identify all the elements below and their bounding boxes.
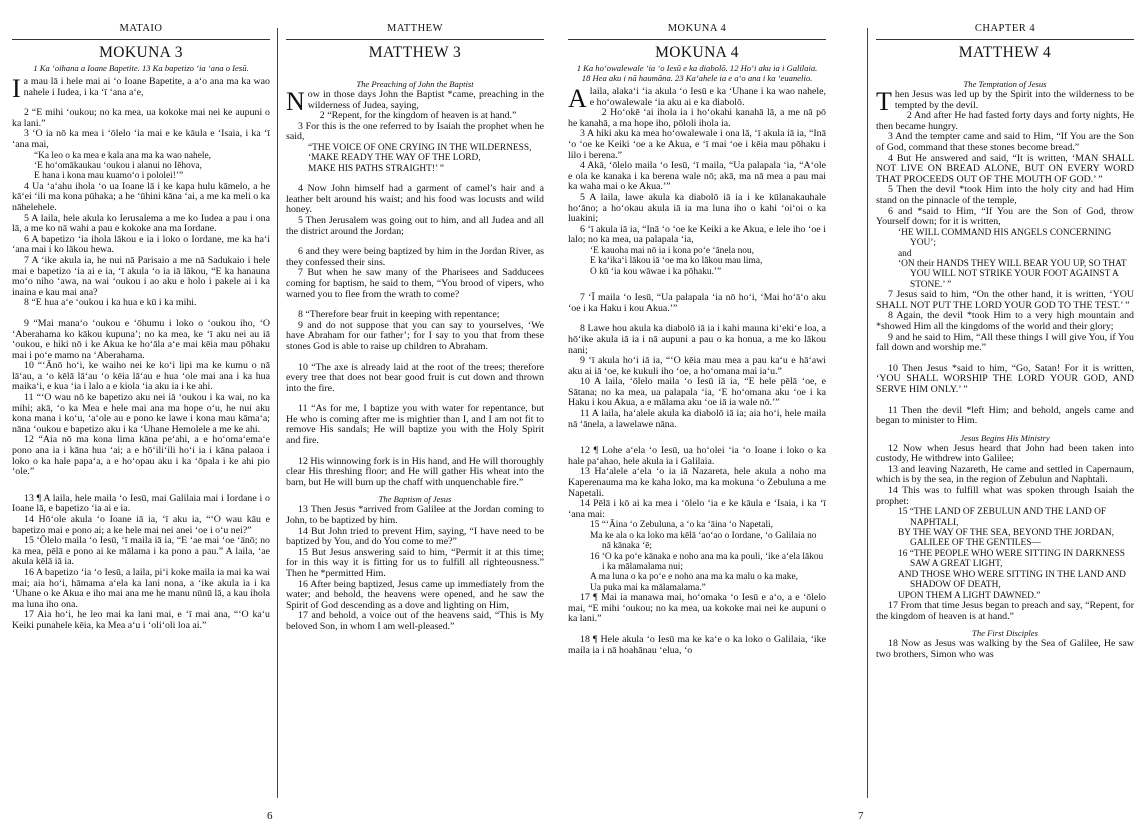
verse-5: 5 A laila, lawe akula ka diabolō iā ia i ke kūlanakauhale hoʻāno; a hoʻokau akula iā ia ma luna iho o kahi ʻoiʻoi o ka luakini; — [568, 191, 826, 225]
verse-10: 10 A laila, ʻōlelo maila ʻo Iesū iā ia, “E hele pēlā ʻoe, e Sātana; no ka mea, ua palapala ʻia, ‘E hoʻomana aku ʻoe i ka Haku i kou Akua, a e mālama aku ʻoe iā ia wale nō.’” — [568, 376, 826, 409]
poetry-line: 15 “THE LAND OF ZEBULUN AND THE LAND OF NAPHTALI, — [898, 507, 1107, 528]
verse-1-text: hen Jesus was led up by the Spirit into the wilderness to be tempted by the devil. — [894, 89, 1134, 111]
poetry-line: BY THE WAY OF THE SEA, BEYOND THE JORDAN, GALILEE OF THE GENTILES— — [898, 528, 1114, 549]
verse-8: 8 “Therefore bear fruit in keeping with repentance; — [298, 309, 500, 321]
poetry-line: AND THOSE WHO WERE SITTING IN THE LAND AND SHADOW OF DEATH, — [898, 569, 1126, 591]
verse-14: 14 Hōʻole akula ʻo Ioane iā ia, ʻī aku ia, “ʻO wau kāu e bapetizo mai e pono ai; a ke hele mai nei anei ʻoe i oʻu nei?” — [12, 514, 270, 536]
verse-1-text: a mau lā i hele mai ai ʻo Ioane Bapetite, a aʻo ana ma ka wao nahele i Iudea, i ka ʻī ʻana aʻe, — [23, 76, 270, 98]
verse-6: 6 ʻī akula iā ia, “Inā ʻo ʻoe ke Keiki a ke Akua, e lele iho ʻoe i lalo; no ka mea, ua palapala ʻia, — [568, 223, 826, 246]
section-heading: The Baptism of Jesus — [378, 494, 452, 505]
verse-9: 9 “Mai manaʻo ʻoukou e ʻōhumu i loko o ʻoukou iho, ʻO ʻAberahama ko kākou kupuna’; no ka mea, ke ʻī aku nei au iā ʻoukou, e hiki nō i ke Akua ke hoʻāla aʻe mai kēia mau pōhaku mai i poʻe mamo na ʻAberahama. — [12, 317, 270, 361]
verse-11: 11 A laila, haʻalele akula ka diabolō iā ia; aia hoʻi, hele maila nā ʻānela, a lawelawe nāna. — [568, 408, 826, 430]
poetry-line: 15 “ʻĀina ʻo Zebuluna, a ʻo ka ʻāina ʻo Napetali, — [590, 520, 773, 531]
verse-10: 10 “The axe is already laid at the root of the trees; therefore every tree that does not bear good fruit is cut down and thrown into the fire. — [286, 361, 544, 394]
hawaiian-column-chapter-4 — [568, 0, 826, 790]
verse-15: 15 ʻŌlelo maila ʻo Iesū, ʻī maila iā ia, “E ʻae mai ʻoe ʻānō; no ka mea, pēlā e pono ai ke mālama i ka pono a pau.” A laila, ʻae akula kēlā iā ia. — [12, 535, 270, 568]
verse-9: 9 and he said to Him, “All these things I will give You, if You fall down and worship me.” — [876, 331, 1134, 354]
verse-11: 11 Then the devil *left Him; and behold, angels came and began to minister to Him. — [876, 404, 1134, 427]
poetry-line: MAKE HIS PATHS STRAIGHT!’ ” — [308, 163, 444, 174]
verse-7: 7 A ʻike akula ia, he nui nā Parisaio a me nā Sadukaio i hele mai e bapetizo ʻia ai e ia, ʻī akula ʻo ia iā lākou, “E ka hanauna moʻo niho ʻawa, na wai ʻoukou i ao aku e holo i pakele ai i ka inaina e kau mai ana? — [12, 254, 270, 298]
drop-cap: N — [286, 87, 305, 116]
chapter-heading: MATTHEW 4 — [958, 44, 1052, 61]
column-divider — [867, 28, 868, 798]
section-heading: The Temptation of Jesus — [963, 79, 1047, 89]
verse-3: 3 ʻO ia nō ka mea i ʻōlelo ʻia mai e ke kāula e ʻIsaia, i ka ʻī ʻana mai, — [12, 128, 270, 150]
verse-13: 13 ¶ A laila, hele maila ʻo Iesū, mai Galilaia mai i Iordane i o Ioane lā, e bapetizo ʻia ai e ia. — [12, 492, 270, 515]
verse-7: 7 ʻĪ maila ʻo Iesū, “Ua palapala ʻia nō hoʻi, ‘Mai hoʻāʻo aku ʻoe i ka Haku i kou Akua.’” — [568, 292, 826, 314]
poetry-line: E kaʻikaʻi lākou iā ʻoe ma ko lākou mau lima, — [590, 256, 763, 267]
poetry-line: ʻE hoʻomākaukau ʻoukou i alanui no Iēhova, — [34, 160, 202, 171]
verse-8: 8 Lawe hou akula ka diabolō iā ia i kahi mauna kiʻekiʻe loa, a hōʻike akula iā ia i nā aupuni a pau o ka honua, a me ko lākou nani; — [568, 323, 826, 356]
verse-1 — [12, 74, 270, 103]
verse-9: 9 and do not suppose that you can say to yourselves, ‘We have Abraham for our father’; for I say to you that from these stones God is able to raise up children to Abraham. — [286, 319, 544, 352]
verse-8: 8 “E hua aʻe ʻoukou i ka hua e kū i ka mihi. — [24, 297, 197, 309]
verse-1-text: laila, alakaʻi ʻia akula ʻo Iesū e ka ʻUhane i ka wao nahele, e hoʻowalewale ʻia aku ai e ka diabolō. — [589, 86, 826, 108]
verse-4: 4 But He answered and said, “It is written, ‘MAN SHALL NOT LIVE ON BREAD ALONE, BUT ON EVERY WORD THAT PROCEEDS OUT OF THE MOUTH OF GOD.’ ” — [876, 152, 1134, 185]
poetry-line: E hana i kona mau kuamoʻo i pololei!’” — [34, 171, 184, 182]
poetry-line: ‘HE WILL COMMAND HIS ANGELS CONCERNING YOU’; — [898, 227, 1112, 249]
poetry-line: UPON THEM A LIGHT DAWNED.” — [898, 590, 1041, 601]
verse-6: 6 and *said to Him, “If You are the Son of God, throw Yourself down; for it is written, — [876, 205, 1134, 228]
verse-1 — [876, 87, 1134, 116]
verse-17: 17 and behold, a voice out of the heavens said, “This is My beloved Son, in whom I am well-pleased.” — [286, 610, 544, 632]
running-head: CHAPTER 4 — [876, 0, 1134, 40]
verse-6: 6 A bapetizo ʻia ihola lākou e ia i loko o Iordane, me ka haʻi ʻana mai i ko lākou hewa. — [12, 233, 270, 256]
verse-12: 12 His winnowing fork is in His hand, and He will thoroughly clear His threshing floor; and He will gather His wheat into the barn, but He will burn up the chaff with unquenchable fire.” — [286, 455, 544, 488]
verse-9: 9 ʻī akula hoʻi iā ia, “ʻO kēia mau mea a pau kaʻu e hāʻawi aku ai iā ʻoe, ke kukuli iho ʻoe, a hoʻomana mai iaʻu.” — [568, 355, 826, 377]
drop-cap: I — [12, 74, 21, 103]
verse-16: 16 A bapetizo ʻia ʻo Iesū, a laila, piʻi koke maila ia mai ka wai mai; aia hoʻi, hāmama aʻela ka lani nona, a ʻike akula ia i ka ʻUhane o ke Akua e iho mai ana me he manu nūnū lā, a kau ihola ma luna iho ona. — [12, 566, 270, 610]
verse-5: 5 A laila, hele akula ko Ierusalema a me ko Iudea a pau i ona lā, a me ko nā wahi a pau e kokoke ana ma Iordane. — [12, 212, 270, 235]
running-head: MATAIO — [12, 0, 270, 40]
poetry-line: O kū ʻia kou wāwae i ka pōhaku.’” — [590, 266, 722, 277]
poetry-line: “THE VOICE OF ONE CRYING IN THE WILDERNESS, — [308, 142, 532, 153]
verse-13: 13 Haʻalele aʻela ʻo ia iā Nazareta, hele akula a noho ma Kaperenauma ma ke kaha loko, ma ka mokuna ʻo Zebuluna a me Napetali. — [568, 466, 826, 499]
verse-14: 14 This was to fulfill what was spoken through Isaiah the prophet: — [876, 485, 1134, 507]
english-column-chapter-3 — [286, 0, 544, 790]
verse-13: 13 Then Jesus *arrived from Galilee at the Jordan coming to John, to be baptized by him. — [286, 504, 544, 527]
verse-12: 12 “Aia nō ma kona lima kāna peʻahi, a e hoʻomaʻemaʻe pono ana ia i kāna hua ʻai; a e hōʻiliʻili hoʻi ia i kāna palaoa i loko o ka hale papaʻa, a e hoʻopau aku i ka ʻōpala i ke ahi pio ʻole.” — [12, 434, 270, 478]
verse-7: 7 But when he saw many of the Pharisees and Sadducees coming for baptism, he said to them, “You brood of vipers, who warned you to flee from the wrath to come? — [286, 267, 544, 300]
verse-11: 11 “As for me, I baptize you with water for repentance, but He who is coming after me is mightier than I, and I am not fit to remove His sandals; He will baptize you with the Holy Spirit and fire. — [286, 403, 544, 447]
verse-4: 4 Ua ʻaʻahu ihola ʻo ua Ioane lā i ke kapa hulu kāmelo, a he kāʻei ʻili ma kona pūhaka; a he ʻūhini kāna ʻai, a me ka meli o ka nāhelehele. — [12, 180, 270, 213]
poetry-line: “Ka leo o ka mea e kala ana ma ka wao nahele, — [34, 150, 211, 161]
page-number: 6 — [267, 810, 273, 822]
verse-12: 12 Now when Jesus heard that John had been taken into custody, He withdrew into Galilee; — [876, 442, 1134, 465]
right-page — [568, 0, 1136, 830]
verse-2: 2 Hoʻokē ʻai ihola ia i hoʻokahi kanahā lā, a me nā pō he kanahā, a ma hope iho, pōloli ihola ia. — [568, 107, 826, 129]
drop-cap: T — [876, 87, 892, 116]
verse-13: 13 and leaving Nazareth, He came and settled in Capernaum, which is by the sea, in the region of Zebulun and Naphtali. — [876, 463, 1134, 486]
chapter-heading: MATTHEW 3 — [368, 44, 462, 61]
drop-cap: A — [568, 84, 587, 113]
verse-10: 10 Then Jesus *said to him, “Go, Satan! For it is written, ‘YOU SHALL WORSHIP THE LORD YOUR GOD, AND SERVE HIM ONLY.’ ” — [876, 362, 1134, 395]
english-column-chapter-4 — [876, 0, 1134, 790]
hawaiian-column-chapter-3 — [12, 0, 270, 790]
verse-3: 3 For this is the one referred to by Isaiah the prophet when he said, — [286, 120, 544, 143]
verse-18: 18 Now as Jesus was walking by the Sea of Galilee, He saw two brothers, Simon who was — [876, 638, 1134, 660]
poetry-line: 16 ʻO ka poʻe kānaka e noho ana ma ka pouli, ʻike aʻela lākou i ka mālamalama nui; — [590, 551, 824, 573]
verse-17: 17 Aia hoʻi, he leo mai ka lani mai, e ʻī mai ana, “ʻO kaʻu Keiki punahele kēia, ka Mea aʻu i ʻoliʻoli loa ai.” — [12, 609, 270, 631]
verse-1 — [568, 84, 826, 113]
poetry-line: A ma luna o ka poʻe e noho ana ma ka malu o ka make, — [590, 572, 799, 583]
verse-16: 16 After being baptized, Jesus came up immediately from the water; and behold, the heavens were opened, and he saw the Spirit of God descending as a dove and lighting on Him, — [286, 578, 544, 611]
verse-7: 7 Jesus said to him, “On the other hand, it is written, ‘YOU SHALL NOT PUT THE LORD YOUR GOD TO THE TEST.’ ” — [876, 289, 1134, 311]
verse-3: 3 And the tempter came and said to Him, “If You are the Son of God, command that these stones become bread.” — [876, 131, 1134, 153]
poetry-line: Ma ke ala o ka loko ma kēlā ʻaoʻao o Iordane, ʻo Galilaia no nā kānaka ʻē; — [590, 530, 817, 552]
chapter-summary: 1 Ka ʻoihana a Ioane Bapetite. 13 Ka bapetizo ʻia ʻana o Iesū. — [33, 63, 249, 73]
verse-5: 5 Then Jerusalem was going out to him, and all Judea and all the district around the Jordan; — [286, 214, 544, 237]
verse-18: 18 ¶ Hele akula ʻo Iesū ma ke kaʻe o ka loko o Galilaia, ʻike maila ia i nā hoahānau ʻelua, ʻo — [568, 634, 826, 656]
chapter-heading: MOKUNA 3 — [99, 44, 183, 61]
verse-14: 14 But John tried to prevent Him, saying, “I have need to be baptized by You, and do You come to me?” — [286, 525, 544, 548]
poetry-line: Ua puka mai ka mālamalama.” — [590, 582, 706, 593]
poetry-line: and — [898, 248, 912, 259]
poetry-line: ‘E kauoha mai nō ia i kona poʻe ʻānela nou, — [590, 245, 755, 256]
section-heading: The Preaching of John the Baptist — [356, 79, 474, 89]
verse-14: 14 Pēlā i kō ai ka mea i ʻōlelo ʻia e ke kāula e ʻIsaia, i ka ʻī ʻana mai: — [568, 498, 826, 520]
verse-2: 2 And after He had fasted forty days and forty nights, He then became hungry. — [876, 110, 1134, 132]
verse-4: 4 Now John himself had a garment of camel’s hair and a leather belt around his waist; and his food was locusts and wild honey. — [286, 183, 544, 216]
verse-10: 10 “ʻĀnō hoʻi, ke waiho nei ke koʻi lipi ma ke kumu o nā lāʻau, a ʻo kēlā lāʻau ʻo kēia lāʻau e hua ʻole mai ana i ka hua maikaʻi, e kua ʻia i lalo a e kiola ʻia aku ia i ke ahi. — [12, 360, 270, 393]
verse-12: 12 ¶ Lohe aʻela ʻo Iesū, ua hoʻolei ʻia ʻo Ioane i loko o ka hale paʻahao, hele akula ia i Galilaia. — [568, 445, 826, 467]
verse-6: 6 and they were being baptized by him in the Jordan River, as they confessed their sins. — [286, 246, 544, 268]
column-divider — [277, 28, 278, 798]
chapter-heading: MOKUNA 4 — [655, 44, 739, 61]
chapter-summary: 1 Ka hoʻowalewale ʻia ʻo Iesū e ka diabolō. 12 Hoʻi aku ia i Galilaia. 18 Hea aku i nā haumāna. 23 Kaʻahele ia e aʻo ana i ka ʻeuanelio. — [576, 63, 818, 83]
verse-4: 4 Akā, ʻōlelo maila ʻo Iesū, ʻī maila, “Ua palapala ʻia, “Aʻole e ola ke kanaka i ka berena wale nō; akā, ma nā mea a pau mai ka waha mai o ke Akua.’” — [568, 160, 826, 193]
verse-17: 17 ¶ Mai ia manawa mai, hoʻomaka ʻo Iesū e aʻo, a e ʻōlelo mai, “E mihi ʻoukou; no ka mea, ua kokoke mai nei ke aupuni o ka lani.” — [568, 592, 826, 625]
verse-8: 8 Again, the devil *took Him to a very high mountain and *showed Him all the kingdoms of the world and their glory; — [876, 310, 1134, 332]
running-head: MOKUNA 4 — [568, 0, 826, 40]
poetry-line: 16 “THE PEOPLE WHO WERE SITTING IN DARKNESS SAW A GREAT LIGHT, — [898, 548, 1125, 570]
poetry-line: ‘MAKE READY THE WAY OF THE LORD, — [308, 153, 481, 164]
verse-11: 11 “ʻO wau nō ke bapetizo aku nei iā ʻoukou i ka wai, no ka mihi; akā, ʻo ka Mea e hele mai ana ma hope oʻu, he nui aku kona mana i koʻu, ʻaʻole au e pono ke lawe i kona mau kāmaʻa; nāna ʻoukou e bapetizo aku i ka ʻUhane Hemolele a me ke ahi. — [12, 392, 270, 435]
running-head: MATTHEW — [286, 0, 544, 40]
verse-17: 17 From that time Jesus began to preach and say, “Repent, for the kingdom of heaven is at hand.” — [876, 599, 1134, 622]
verse-2: 2 “E mihi ʻoukou; no ka mea, ua kokoke mai nei ke aupuni o ka lani.” — [12, 107, 270, 129]
section-heading: Jesus Begins His Ministry — [960, 432, 1050, 443]
verse-5: 5 Then the devil *took Him into the holy city and had Him stand on the pinnacle of the temple, — [876, 184, 1134, 206]
verse-2: 2 “Repent, for the kingdom of heaven is at hand.” — [319, 110, 517, 122]
page-number: 7 — [858, 810, 864, 822]
verse-1-text: ow in those days John the Baptist *came, preaching in the wilderness of Judea, saying, — [307, 89, 544, 111]
verse-15: 15 But Jesus answering said to him, “Permit it at this time; for in this way it is fitting for us to fulfill all righteousness.” Then he *permitted Him. — [286, 546, 544, 579]
section-heading: The First Disciples — [972, 628, 1038, 639]
poetry-line: ‘ON their HANDS THEY WILL BEAR YOU UP, SO THAT YOU WILL NOT STRIKE YOUR FOOT AGAINST A STONE.’ ” — [898, 258, 1127, 290]
verse-3: 3 A hiki aku ka mea hoʻowalewale i ona lā, ʻī akula iā ia, “Inā ʻo ʻoe ke Keiki ʻoe a ke Akua, e ʻī mai ʻoe i kēia mau pōhaku i lilo i berena.” — [568, 128, 826, 161]
